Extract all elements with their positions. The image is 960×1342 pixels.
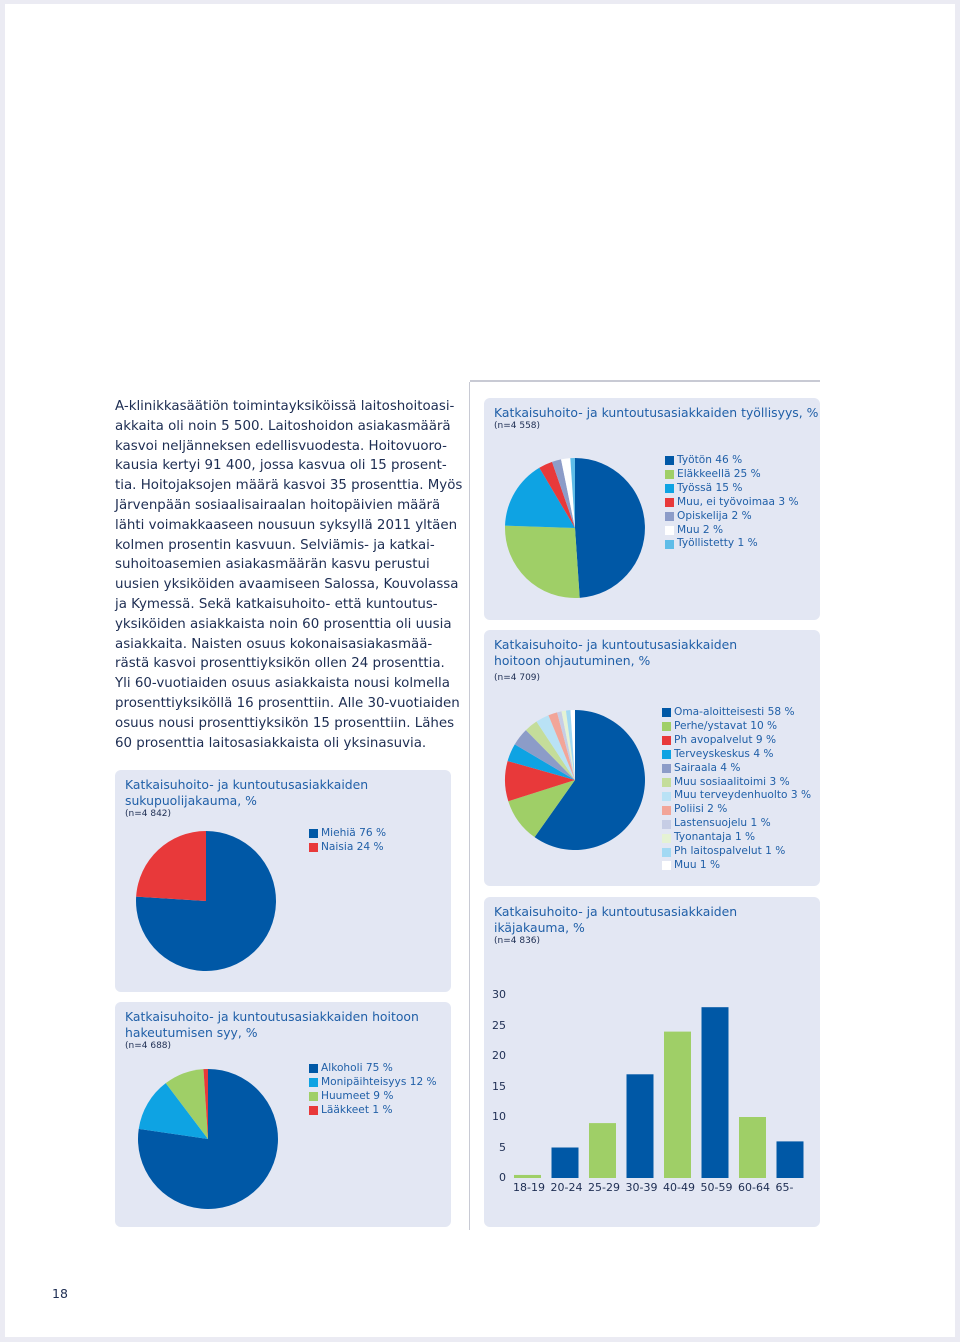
legend-item bbox=[662, 706, 811, 720]
legend-label: Monipäihteisyys 12 % bbox=[321, 1075, 437, 1088]
legend-swatch bbox=[665, 526, 674, 535]
legend-item bbox=[662, 748, 811, 762]
age-bar bbox=[739, 1117, 766, 1178]
legend-item bbox=[665, 524, 799, 538]
employment-pie bbox=[484, 398, 684, 618]
legend-swatch bbox=[662, 778, 671, 787]
reason-chart-box bbox=[115, 1002, 451, 1227]
legend-item bbox=[309, 1090, 437, 1104]
body-line: akkaita oli noin 5 500. Laitoshoidon asiakasmäärä bbox=[115, 418, 451, 434]
body-line: suhoitoasemien asiakasmäärän kasvu perustui bbox=[115, 557, 430, 573]
legend-item bbox=[665, 510, 799, 524]
legend-swatch bbox=[309, 829, 318, 838]
legend-swatch bbox=[662, 708, 671, 717]
body-line: kasvoi neljänneksen edellisvuodesta. Hoitovuoro- bbox=[115, 438, 448, 454]
legend-label: Muu sosiaalitoimi 3 % bbox=[674, 775, 790, 788]
chart-title: Katkaisuhoito- ja kuntoutusasiakkaiden bbox=[125, 777, 369, 792]
page-number: 18 bbox=[52, 1286, 68, 1301]
x-tick-label: 20-24 bbox=[550, 1181, 583, 1194]
age-bar bbox=[552, 1148, 579, 1179]
legend-label: Alkoholi 75 % bbox=[321, 1062, 393, 1074]
legend-label: Miehiä 76 % bbox=[321, 827, 387, 839]
legend-item bbox=[662, 831, 811, 845]
legend-swatch bbox=[309, 843, 318, 852]
referral-chart-box bbox=[484, 630, 820, 886]
legend-label: Perhe/ystavat 10 % bbox=[674, 719, 778, 732]
body-line: asiakkaita. Naisten osuus kokonaisasiakasmää- bbox=[115, 636, 433, 652]
legend-label: Tyonantaja 1 % bbox=[674, 831, 756, 844]
legend-item bbox=[309, 1104, 437, 1118]
age-bar bbox=[777, 1141, 804, 1178]
legend-label: Ph laitospalvelut 1 % bbox=[674, 845, 786, 858]
body-line: Järvenpään sosiaalisairaalan hoitopäivien määrä bbox=[115, 497, 441, 513]
legend-label: Oma-aloitteisesti 58 % bbox=[674, 706, 795, 718]
legend-swatch bbox=[309, 1064, 318, 1073]
reason-pie bbox=[115, 1002, 315, 1227]
legend-label: Naisia 24 % bbox=[321, 840, 384, 853]
referral-pie bbox=[484, 630, 684, 886]
legend-item bbox=[662, 845, 811, 859]
pie-slice bbox=[505, 526, 580, 598]
y-tick-label: 25 bbox=[492, 1018, 506, 1032]
x-tick-label: 30-39 bbox=[625, 1181, 658, 1194]
legend-item bbox=[662, 720, 811, 734]
pie-slice bbox=[136, 831, 206, 901]
body-line: osuus nousi prosenttiyksikön 15 prosenttiin. Lähes bbox=[115, 715, 455, 731]
x-tick-label: 18-19 bbox=[513, 1181, 545, 1194]
legend-swatch bbox=[662, 806, 671, 815]
legend-item bbox=[309, 1062, 437, 1076]
body-line: prosenttiyksiköllä 16 prosenttiin. Alle 30-vuotiaiden bbox=[115, 695, 460, 711]
x-tick-label: 25-29 bbox=[588, 1181, 620, 1194]
legend-swatch bbox=[665, 540, 674, 549]
legend-label: Poliisi 2 % bbox=[674, 803, 728, 816]
legend-item bbox=[662, 859, 811, 873]
y-tick-label: 30 bbox=[492, 988, 506, 1001]
y-tick-label: 20 bbox=[492, 1049, 506, 1062]
chart-title: hoitoon ohjautuminen, % bbox=[494, 653, 651, 668]
y-tick-label: 0 bbox=[499, 1171, 506, 1184]
legend-swatch bbox=[662, 861, 671, 870]
legend-item bbox=[665, 537, 799, 551]
legend-label: Lääkkeet 1 % bbox=[321, 1103, 393, 1116]
legend-label: Lastensuojelu 1 % bbox=[674, 817, 771, 830]
chart-sample-size: (n=4 842) bbox=[125, 809, 172, 819]
legend-item bbox=[662, 776, 811, 790]
x-tick-label: 65- bbox=[775, 1181, 794, 1194]
top-rule bbox=[470, 380, 820, 382]
legend-swatch bbox=[662, 750, 671, 759]
legend-item bbox=[662, 803, 811, 817]
legend-item bbox=[665, 482, 799, 496]
y-tick-label: 15 bbox=[492, 1079, 506, 1093]
body-line: ja Kymessä. Sekä katkaisuhoito- että kuntoutus- bbox=[115, 596, 438, 612]
legend-label: Ph avopalvelut 9 % bbox=[674, 733, 777, 746]
gender-legend bbox=[309, 827, 386, 855]
age-bar bbox=[589, 1123, 616, 1178]
chart-title: ikäjakauma, % bbox=[494, 920, 585, 935]
age-chart-box bbox=[484, 897, 820, 1227]
legend-item bbox=[309, 1076, 437, 1090]
chart-sample-size: (n=4 688) bbox=[125, 1041, 172, 1051]
y-tick-label: 10 bbox=[492, 1110, 506, 1123]
legend-swatch bbox=[662, 764, 671, 773]
age-bar bbox=[514, 1175, 541, 1178]
chart-title: Katkaisuhoito- ja kuntoutusasiakkaiden työllisyys, % bbox=[494, 405, 819, 420]
legend-item bbox=[665, 496, 799, 510]
legend-label: Huumeet 9 % bbox=[321, 1089, 394, 1102]
x-tick-label: 60-64 bbox=[738, 1181, 770, 1194]
legend-swatch bbox=[665, 498, 674, 507]
legend-item bbox=[309, 827, 386, 841]
x-tick-label: 50-59 bbox=[700, 1181, 733, 1194]
legend-swatch bbox=[662, 848, 671, 857]
body-line: uusien yksiköiden avaamiseen Salossa, Kouvolassa bbox=[115, 577, 459, 593]
age-bar bbox=[702, 1007, 729, 1178]
body-line: lähti voimakkaaseen nousuun syksyllä 2011 yltäen bbox=[115, 517, 458, 533]
legend-swatch bbox=[662, 792, 671, 801]
chart-sample-size: (n=4 558) bbox=[494, 421, 541, 431]
legend-swatch bbox=[665, 456, 674, 465]
body-line: 60 prosenttia laitosasiakkaista oli yksinasuvia. bbox=[115, 735, 427, 751]
chart-sample-size: (n=4 709) bbox=[494, 673, 541, 683]
chart-title: Katkaisuhoito- ja kuntoutusasiakkaiden hoitoon bbox=[125, 1009, 419, 1024]
body-text bbox=[115, 397, 463, 753]
age-bar bbox=[627, 1074, 654, 1178]
chart-title: hakeutumisen syy, % bbox=[125, 1025, 258, 1040]
body-line: yksiköiden asiakkaista noin 60 prosenttia oli uusia bbox=[115, 616, 452, 632]
legend-item bbox=[662, 762, 811, 776]
legend-label: Muu 1 % bbox=[674, 858, 721, 871]
legend-swatch bbox=[665, 512, 674, 521]
legend-label: Työssä 15 % bbox=[677, 481, 743, 494]
legend-label: Työllistetty 1 % bbox=[677, 537, 758, 550]
pie-slice bbox=[575, 458, 645, 598]
y-tick-label: 5 bbox=[499, 1140, 506, 1154]
gender-chart-box bbox=[115, 770, 451, 992]
body-line: Yli 60-vuotiaiden osuus asiakkaista nousi kolmella bbox=[115, 676, 450, 692]
x-tick-label: 40-49 bbox=[663, 1181, 695, 1194]
legend-label: Terveyskeskus 4 % bbox=[674, 747, 774, 760]
referral-legend bbox=[662, 706, 811, 873]
age-bar-chart bbox=[484, 897, 820, 1227]
legend-item bbox=[665, 454, 799, 468]
body-line: kolmen prosentin kasvuun. Selviämis- ja katkai- bbox=[115, 537, 435, 553]
employment-legend bbox=[665, 454, 799, 551]
legend-swatch bbox=[309, 1106, 318, 1115]
age-bar bbox=[664, 1032, 691, 1178]
body-line: rästä kasvoi prosenttiyksikön ollen 24 prosenttia. bbox=[115, 656, 445, 672]
column-divider bbox=[469, 382, 470, 1230]
legend-swatch bbox=[662, 722, 671, 731]
legend-item bbox=[662, 734, 811, 748]
legend-item bbox=[309, 841, 386, 855]
legend-label: Työtön 46 % bbox=[677, 454, 743, 466]
legend-swatch bbox=[309, 1078, 318, 1087]
legend-label: Eläkkeellä 25 % bbox=[677, 467, 761, 480]
reason-legend bbox=[309, 1062, 437, 1118]
chart-title: Katkaisuhoito- ja kuntoutusasiakkaiden bbox=[494, 637, 738, 652]
chart-title: sukupuolijakauma, % bbox=[125, 793, 257, 808]
legend-swatch bbox=[662, 834, 671, 843]
body-line: kausia kertyi 91 400, jossa kasvua oli 15 prosent- bbox=[115, 458, 447, 474]
legend-label: Muu 2 % bbox=[677, 523, 724, 536]
employment-chart-box bbox=[484, 398, 820, 620]
legend-item bbox=[662, 817, 811, 831]
body-line: A-klinikkasäätiön toimintayksiköissä laitoshoitoasi- bbox=[115, 399, 455, 414]
legend-label: Muu terveydenhuolto 3 % bbox=[674, 789, 812, 802]
legend-swatch bbox=[665, 470, 674, 479]
chart-title: Katkaisuhoito- ja kuntoutusasiakkaiden bbox=[494, 904, 738, 919]
legend-swatch bbox=[662, 736, 671, 745]
chart-sample-size: (n=4 836) bbox=[494, 936, 541, 946]
legend-label: Opiskelija 2 % bbox=[677, 509, 752, 522]
body-line: tia. Hoitojaksojen määrä kasvoi 35 prosenttia. Myös bbox=[115, 478, 463, 494]
legend-item bbox=[665, 468, 799, 482]
legend-swatch bbox=[309, 1092, 318, 1101]
legend-swatch bbox=[662, 820, 671, 829]
legend-swatch bbox=[665, 484, 674, 493]
legend-label: Sairaala 4 % bbox=[674, 761, 741, 774]
gender-pie bbox=[115, 770, 315, 990]
legend-label: Muu, ei työvoimaa 3 % bbox=[677, 495, 799, 508]
legend-item bbox=[662, 789, 811, 803]
